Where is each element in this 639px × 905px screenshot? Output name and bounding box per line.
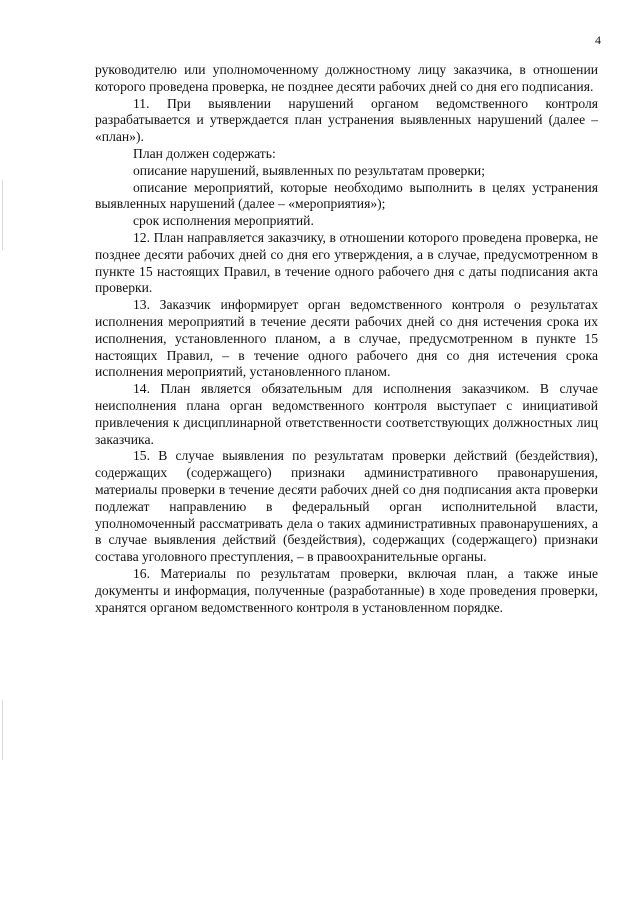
paragraph-plan-contents-intro: План должен содержать: [133, 145, 276, 161]
paragraph-item-16: 16. Материалы по результатам проверки, включая план, а также иные документы и информация, полученные (разработанные) в ходе проведения проверки, хранятся органом ведомственного контроля в установленном порядке. [95, 565, 598, 615]
paragraph-item-15: 15. В случае выявления по результатам проверки действий (бездействия), содержащих (содержащего) признаки административного правонарушения, материалы проверки в течение десяти рабочих дней со дня подписания акта проверки подлежат направлению в федеральный орган исполнительной власти, уполномоченный рассматривать дела о таких административных правонарушениях, а в случае выявления действий (бездействия), содержащих (содержащего) признаки состава уголовного преступления, – в правоохранительные органы. [95, 448, 598, 565]
paragraph-item-13: 13. Заказчик информирует орган ведомственного контроля о результатах исполнения мероприятий в течение десяти рабочих дней со дня истечения срока их исполнения, установленного планом, а в случае, предусмотренном в пункте 15 настоящих Правил, – в течение одного рабочего дня со дня истечения срока исполнения мероприятий, установленного планом. [95, 297, 598, 380]
paragraph-continuation: руководителю или уполномоченному должностному лицу заказчика, в отношении которого проведена проверка, не позднее десяти рабочих дней со дня его подписания. [95, 62, 598, 94]
paragraph-plan-deadline: срок исполнения мероприятий. [133, 213, 314, 229]
paragraph-item-12: 12. План направляется заказчику, в отношении которого проведена проверка, не позднее десяти рабочих дней со дня его утверждения, а в случае, предусмотренном в пункте 15 настоящих Правил, в течение одного рабочего дня с даты подписания акта проверки. [95, 229, 598, 296]
page-number: 4 [595, 33, 601, 47]
scan-edge-mark [2, 180, 3, 250]
scan-edge-mark [2, 700, 3, 760]
paragraph-plan-measures: описание мероприятий, которые необходимо выполнить в целях устранения выявленных нарушений (далее – «мероприятия»); [95, 179, 598, 212]
paragraph-item-11: 11. При выявлении нарушений органом ведомственного контроля разрабатывается и утверждается план устранения выявленных нарушений (далее – «план»). [95, 95, 598, 145]
paragraph-item-14: 14. План является обязательным для исполнения заказчиком. В случае неисполнения плана орган ведомственного контроля выступает с инициативой привлечения к дисциплинарной ответственности соответствующих должностных лиц заказчика. [95, 381, 598, 447]
document-body [95, 62, 598, 616]
paragraph-plan-violations: описание нарушений, выявленных по результатам проверки; [133, 162, 485, 178]
